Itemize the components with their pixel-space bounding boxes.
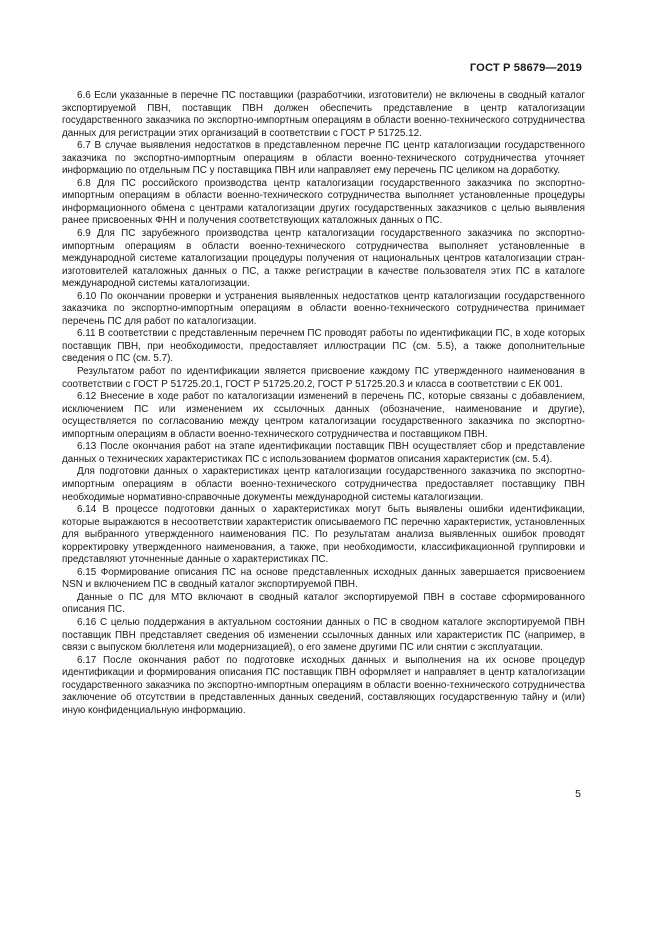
paragraph-6-11: 6.11 В соответствии с представленным перечнем ПС проводят работы по идентификации ПС, в ходе которых поставщик ПВН, при необходимости, предоставляет иллюстрации ПС (см. 5.5), а также дополнительные сведения о ПС (см. 5.7). [62, 328, 585, 365]
paragraph-6-11-result: Результатом работ по идентификации является присвоение каждому ПС утвержденного наименования в соответствии с ГОСТ Р 51725.20.1, ГОСТ Р 51725.20.2, ГОСТ Р 51725.20.3 и класса в соответствии с ЕК 001. [62, 366, 585, 390]
document-body [62, 90, 585, 717]
paragraph-6-14: 6.14 В процессе подготовки данных о характеристиках могут быть выявлены ошибки идентификации, которые выражаются в несоответствии характеристик описываемого ПС перечню характеристик, установленных для выбранного утвержденного наименования ПС. По результатам анализа выявленных ошибок проводят корректировку утвержденного наименования, а также, при необходимости, классификационной группировки и представляют уточненные данные о характеристиках ПС. [62, 504, 585, 566]
paragraph-6-8: 6.8 Для ПС российского производства центр каталогизации государственного заказчика по экспортно-импортным операциям в области военно-технического сотрудничества выполняет установленные процедуры информационного обмена с центрами каталогизации других государственных заказчиков с целью выявления ранее присвоенных ФНН и получения соответствующих каталожных данных о ПС. [62, 177, 585, 227]
paragraph-6-12: 6.12 Внесение в ходе работ по каталогизации изменений в перечень ПС, которые связаны с добавлением, исключением ПС или изменением их ссылочных данных (обозначение, наименование и другие), осуществляется по согласованию между центром каталогизации государственного заказчика по экспортно-импортным операциям в области военно-технического сотрудничества и поставщиком ПВН. [62, 391, 585, 440]
paragraph-6-17: 6.17 После окончания работ по подготовке исходных данных и выполнения на их основе процедур идентификации и формирования описания ПС поставщик ПВН оформляет и направляет в центр каталогизации государственного заказчика по экспортно-импортным операциям в области военно-технического сотрудничества заключение об отсутствии в представленных данных сведений, составляющих государственную тайну и (или) иную конфиденциальную информацию. [62, 654, 585, 716]
paragraph-6-16: 6.16 С целью поддержания в актуальном состоянии данных о ПС в сводном каталоге экспортируемой ПВН поставщик ПВН представляет сведения об изменении ссылочных данных или характеристик ПС (например, в связи с выпуском бюллетеня или модернизацией), о его замене другими ПС или снятии с эксплуатации. [62, 616, 585, 654]
paragraph-6-10: 6.10 По окончании проверки и устранения выявленных недостатков центр каталогизации государственного заказчика по экспортно-импортным операциям в области военно-технического сотрудничества принимает перечень ПС для работ по каталогизации. [62, 290, 585, 327]
paragraph-6-7: 6.7 В случае выявления недостатков в представленном перечне ПС центр каталогизации государственного заказчика по экспортно-импортным операциям в области военно-технического сотрудничества уточняет информацию по отдельным ПС у поставщика ПВН или направляет ему перечень ПС целиком на доработку. [62, 140, 585, 177]
paragraph-6-13: 6.13 После окончания работ на этапе идентификации поставщик ПВН осуществляет сбор и представление данных о технических характеристиках ПС с использованием форматов описания характеристик (см. 5.4). [62, 441, 585, 465]
paragraph-6-15: 6.15 Формирование описания ПС на основе представленных исходных данных завершается присвоением NSN и включением ПС в сводный каталог экспортируемой ПВН. [62, 566, 585, 591]
paragraph-6-9: 6.9 Для ПС зарубежного производства центр каталогизации государственного заказчика по экспортно-импортным операциям в области военно-технического сотрудничества выполняет установленные в международной системе каталогизации процедуры получения от национальных центров каталогизации стран-изготовителей каталожных данных о ПС, а также регистрации в качестве пользователя этих ПС в каталоге международной системы каталогизации. [62, 228, 585, 290]
paragraph-6-13-preparation: Для подготовки данных о характеристиках центр каталогизации государственного заказчика по экспортно-импортным операциям в области военно-технического сотрудничества предоставляет поставщику ПВН необходимые нормативно-справочные документы международной системы каталогизации. [62, 466, 585, 503]
standard-designation: ГОСТ Р 58679—2019 [469, 62, 582, 74]
paragraph-6-6: 6.6 Если указанные в перечне ПС поставщики (разработчики, изготовители) не включены в сводный каталог экспортируемой ПВН, поставщик ПВН должен обеспечить представление в центр каталогизации государственного заказчика по экспортно-импортным операциям в области военно-технического сотрудничества данных для регистрации этих организаций в соответствии с ГОСТ Р 51725.12. [62, 90, 585, 139]
paragraph-6-15-mto: Данные о ПС для МТО включают в сводный каталог экспортируемой ПВН в составе сформированного описания ПС. [62, 591, 585, 616]
page-number: 5 [575, 788, 581, 800]
